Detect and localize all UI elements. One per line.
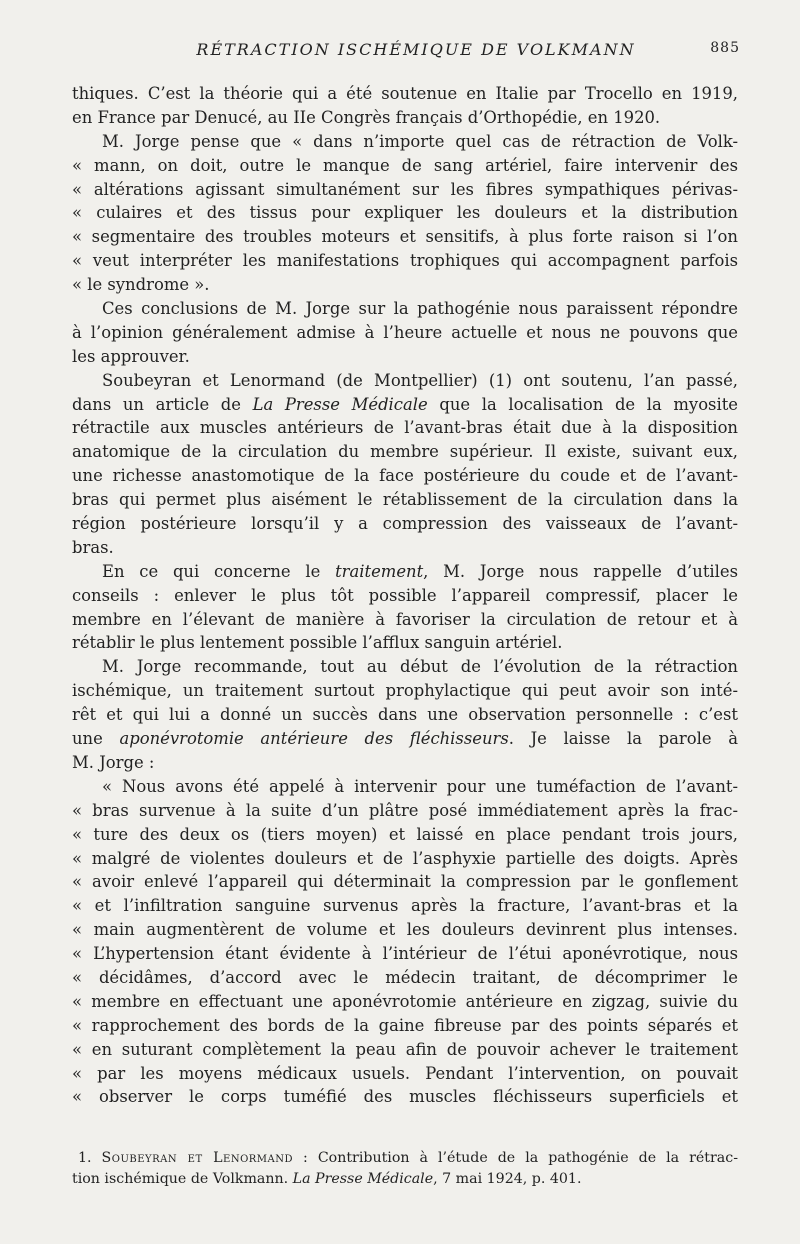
text-line: « ture des deux os (tiers moyen) et laissé en place pendant trois jours, — [72, 824, 738, 844]
footnote-authors: Soubeyran et Lenormand — [101, 1150, 294, 1166]
text-line: « décidâmes, d’accord avec le médecin traitant, de décomprimer le — [72, 967, 738, 987]
text-line: « le syndrome ». — [72, 275, 210, 295]
footnote-line — [72, 1169, 738, 1190]
text-line: en France par Denucé, au IIe Congrès français d’Orthopédie, en 1920. — [72, 107, 661, 127]
body-text — [72, 82, 738, 1109]
text-line: « membre en effectuant une aponévrotomie antérieure en zigzag, suivie du — [72, 991, 738, 1011]
running-head — [72, 40, 740, 62]
text-line: « segmentaire des troubles moteurs et sensitifs, à plus forte raison si l’on — [72, 227, 738, 247]
text-line: « par les moyens médicaux usuels. Pendant l’intervention, on pouvait — [72, 1063, 738, 1083]
text-line: bras. — [72, 537, 114, 557]
text-line: anatomique de la circulation du membre supérieur. Il existe, suivant eux, — [72, 442, 738, 462]
text-line: ischémique, un traitement surtout prophylactique qui peut avoir son inté- — [72, 681, 738, 701]
text-line: bras qui permet plus aisément le rétablissement de la circulation dans la — [72, 490, 738, 510]
text-line: « veut interpréter les manifestations trophiques qui accompagnent parfois — [72, 251, 738, 271]
footnote-number: 1. — [78, 1150, 92, 1166]
text-line: « avoir enlevé l’appareil qui déterminait la compression par le gonflement — [72, 872, 738, 892]
text-line: « altérations agissant simultanément sur les fibres sympathiques périvas- — [72, 179, 738, 199]
footnote — [72, 1148, 738, 1190]
text-line: « main augmentèrent de volume et les douleurs devinrent plus intenses. — [72, 920, 738, 940]
text-line: membre en l’élevant de manière à favoriser la circulation de retour et à — [72, 609, 738, 629]
text-line: Soubeyran et Lenormand (de Montpellier) (1) ont soutenu, l’an passé, — [102, 370, 738, 390]
text-line: une richesse anastomotique de la face postérieure du coude et de l’avant- — [72, 466, 738, 486]
text-line: conseils : enlever le plus tôt possible l’appareil compressif, placer le — [72, 585, 738, 605]
text-line: « rapprochement des bords de la gaine fibreuse par des points séparés et — [72, 1015, 738, 1035]
text-line: « culaires et des tissus pour expliquer les douleurs et la distribution — [72, 203, 738, 223]
text-line: « en suturant complètement la peau afin de pouvoir achever le traitement — [72, 1039, 738, 1059]
text-line: thiques. C’est la théorie qui a été soutenue en Italie par Trocello en 1919, — [72, 84, 738, 103]
footnote-text: , 7 mai 1924, p. 401. — [433, 1171, 582, 1187]
text-line: M. Jorge : — [72, 752, 155, 772]
text-line: « malgré de violentes douleurs et de l’asphyxie partielle des doigts. Après — [72, 848, 738, 868]
text-line: dans un article de La Presse Médicale que la localisation de la myosite — [72, 394, 738, 414]
text-line: « et l’infiltration sanguine survenus après la fracture, l’avant-bras et la — [72, 896, 738, 916]
footnote-text: tion ischémique de Volkmann. — [72, 1171, 293, 1187]
running-title: RÉTRACTION ISCHÉMIQUE DE VOLKMANN — [196, 40, 636, 59]
text-line: « observer le corps tuméfié des muscles fléchisseurs superficiels et — [72, 1087, 738, 1107]
text-line: « Nous avons été appelé à intervenir pour une tuméfaction de l’avant- — [102, 776, 738, 796]
text-line: Ces conclusions de M. Jorge sur la pathogénie nous paraissent répondre — [102, 299, 738, 319]
page-number: 885 — [710, 40, 740, 56]
text-line: une aponévrotomie antérieure des fléchisseurs. Je laisse la parole à — [72, 729, 738, 749]
text-line: En ce qui concerne le traitement, M. Jorge nous rappelle d’utiles — [102, 561, 738, 581]
text-line: les approuver. — [72, 346, 190, 366]
text-line: à l’opinion généralement admise à l’heure actuelle et nous ne pouvons que — [72, 322, 738, 342]
footnote-journal: La Presse Médicale — [292, 1171, 434, 1187]
text-line: « bras survenue à la suite d’un plâtre posé immédiatement après la frac- — [72, 800, 738, 820]
text-line: « L’hypertension étant évidente à l’intérieur de l’étui aponévrotique, nous — [72, 944, 738, 964]
text-line: « mann, on doit, outre le manque de sang artériel, faire intervenir des — [72, 155, 738, 175]
text-line: rêt et qui lui a donné un succès dans une observation personnelle : c’est — [72, 705, 738, 725]
footnote-text: : Contribution à l’étude de la pathogénie de la rétrac- — [293, 1150, 738, 1166]
footnote-line — [72, 1148, 738, 1169]
text-line: M. Jorge pense que « dans n’importe quel cas de rétraction de Volk- — [102, 131, 738, 151]
text-line: M. Jorge recommande, tout au début de l’évolution de la rétraction — [102, 657, 738, 677]
text-line: région postérieure lorsqu’il y a compression des vaisseaux de l’avant- — [72, 514, 738, 534]
text-line: rétablir le plus lentement possible l’afflux sanguin artériel. — [72, 633, 563, 653]
text-line: rétractile aux muscles antérieurs de l’avant-bras était due à la disposition — [72, 418, 738, 438]
